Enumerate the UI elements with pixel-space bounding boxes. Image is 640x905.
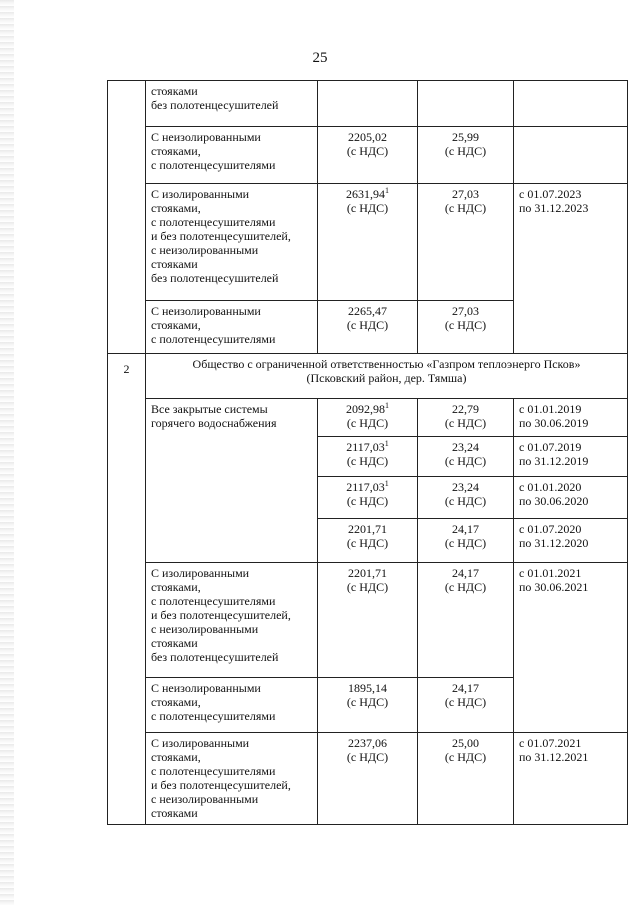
- period-cell: с 01.07.2020 по 31.12.2020: [514, 519, 628, 563]
- tariff-value-cell: 2201,71 (с НДС): [318, 563, 418, 678]
- table-row: [108, 184, 628, 301]
- table-row: [108, 354, 628, 399]
- category-cell: Все закрытые системы горячего водоснабжения: [146, 399, 318, 563]
- category-cell: С изолированными стояками, с полотенцесушителями и без полотенцесушителей, с неизолированными стояками без полотенцесушителей: [146, 184, 318, 301]
- category-cell: С изолированными стояками, с полотенцесушителями и без полотенцесушителей, с неизолированными стояками: [146, 733, 318, 825]
- tariff-value-cell: 22,79 (с НДС): [418, 399, 514, 437]
- vat-note: (с НДС): [346, 416, 389, 430]
- category-cell: С неизолированными стояками, с полотенцесушителями: [146, 678, 318, 733]
- category-cell: С неизолированными стояками, с полотенцесушителями: [146, 301, 318, 354]
- page-number: 25: [312, 50, 328, 66]
- tariff-value-cell: 1895,14 (с НДС): [318, 678, 418, 733]
- vat-note: (с НДС): [346, 201, 389, 215]
- period-cell: с 01.07.2019 по 31.12.2019: [514, 437, 628, 477]
- tariff-value-cell: [318, 81, 418, 127]
- vat-note: (с НДС): [346, 454, 389, 468]
- category-cell: С изолированными стояками, с полотенцесушителями и без полотенцесушителей, с неизолированными стояками без полотенцесушителей: [146, 563, 318, 678]
- tariff-table: [107, 80, 628, 825]
- footnote-mark: 1: [384, 439, 389, 448]
- footnote-mark: 1: [384, 479, 389, 488]
- period-cell: [514, 127, 628, 184]
- tariff-value: 2631,94: [346, 187, 385, 201]
- tariff-value-cell: [318, 399, 418, 437]
- period-cell: [514, 81, 628, 127]
- table-row: [108, 81, 628, 127]
- category-cell: С неизолированными стояками, с полотенцесушителями: [146, 127, 318, 184]
- tariff-value: 2117,03: [346, 480, 385, 494]
- tariff-value-cell: 24,17 (с НДС): [418, 678, 514, 733]
- scan-edge-artifact: [0, 0, 14, 905]
- row-number-cell: [108, 81, 146, 354]
- tariff-value-cell: 2265,47 (с НДС): [318, 301, 418, 354]
- tariff-value-cell: 24,17 (с НДС): [418, 563, 514, 678]
- vat-note: (с НДС): [346, 494, 389, 508]
- table-row: [108, 127, 628, 184]
- tariff-value-cell: 25,00 (с НДС): [418, 733, 514, 825]
- period-cell: с 01.01.2020 по 30.06.2020: [514, 477, 628, 519]
- tariff-value-cell: 27,03 (с НДС): [418, 184, 514, 301]
- tariff-value-cell: [318, 437, 418, 477]
- tariff-value-cell: [418, 81, 514, 127]
- tariff-value-cell: 27,03 (с НДС): [418, 301, 514, 354]
- period-cell: с 01.01.2021 по 30.06.2021: [514, 563, 628, 733]
- tariff-value-cell: 25,99 (с НДС): [418, 127, 514, 184]
- table-row: [108, 563, 628, 678]
- footnote-mark: 1: [385, 186, 389, 195]
- category-cell: стояками без полотенцесушителей: [146, 81, 318, 127]
- organization-cell: Общество с ограниченной ответственностью «Газпром теплоэнерго Псков» (Псковский район, дер. Тямша): [146, 354, 628, 399]
- tariff-value-cell: 2237,06 (с НДС): [318, 733, 418, 825]
- table-row: [108, 399, 628, 437]
- tariff-value-cell: 2201,71 (с НДС): [318, 519, 418, 563]
- footnote-mark: 1: [385, 401, 389, 410]
- tariff-value-cell: [318, 477, 418, 519]
- tariff-value-cell: [318, 184, 418, 301]
- tariff-value: 2117,03: [346, 440, 385, 454]
- tariff-value-cell: 23,24 (с НДС): [418, 437, 514, 477]
- tariff-value-cell: 2205,02 (с НДС): [318, 127, 418, 184]
- period-cell: с 01.07.2021 по 31.12.2021: [514, 733, 628, 825]
- table-row: [108, 733, 628, 825]
- tariff-value-cell: 24,17 (с НДС): [418, 519, 514, 563]
- period-cell: с 01.01.2019 по 30.06.2019: [514, 399, 628, 437]
- tariff-value-cell: 23,24 (с НДС): [418, 477, 514, 519]
- tariff-value: 2092,98: [346, 402, 385, 416]
- row-number-cell: 2: [108, 354, 146, 825]
- period-cell: с 01.07.2023 по 31.12.2023: [514, 184, 628, 354]
